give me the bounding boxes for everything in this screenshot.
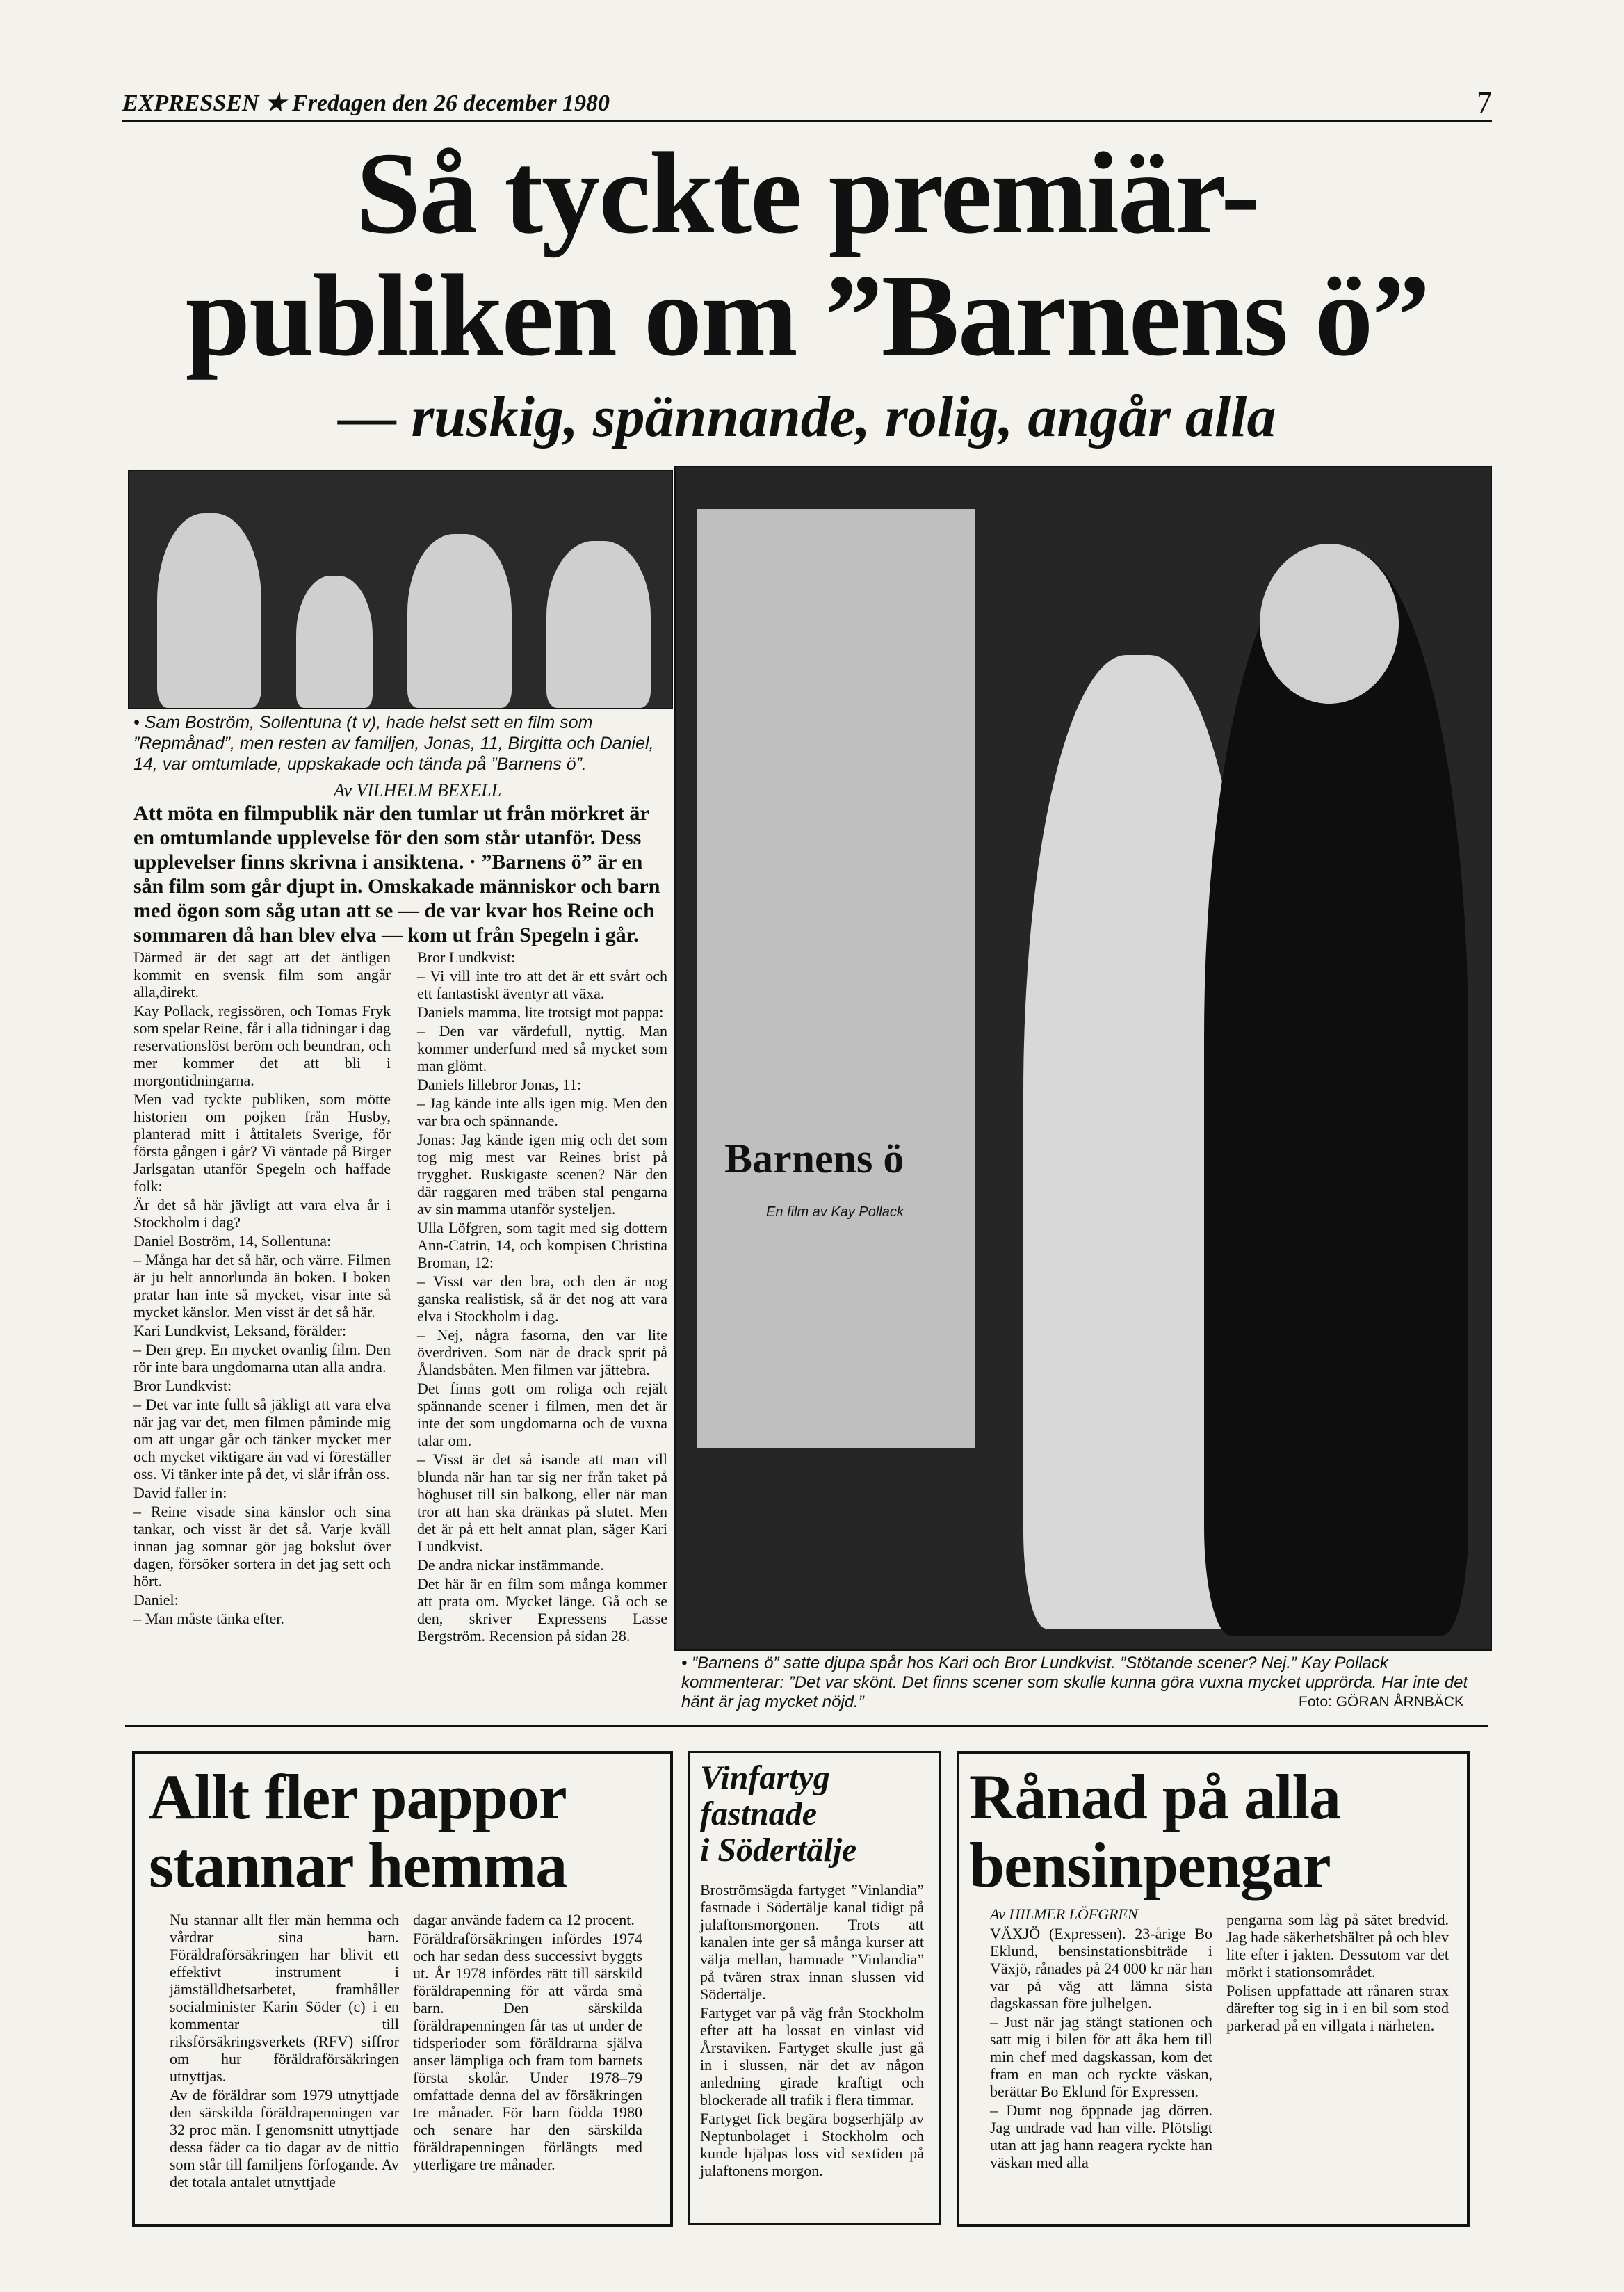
box-pappor	[132, 1751, 673, 2227]
paragraph: Daniels mamma, lite trotsigt mot pappa:	[417, 1003, 664, 1021]
photo-figure	[157, 513, 261, 708]
photo-figure	[296, 576, 373, 708]
article-column-2	[417, 949, 667, 1646]
paragraph: – Man måste tänka efter.	[133, 1610, 284, 1627]
box3-headline-2: bensinpengar	[969, 1830, 1331, 1900]
masthead-text: EXPRESSEN ★ Fredagen den 26 december 1980	[122, 90, 610, 116]
paragraph: Ulla Löfgren, som tagit med sig dottern Ann-Catrin, 14, och kompisen Christina Broman, 12:	[417, 1219, 667, 1271]
paragraph: – Den grep. En mycket ovanlig film. Den rör inte bara ungdomarna utan alla andra.	[133, 1341, 391, 1375]
photo-figure	[1204, 551, 1468, 1636]
paragraph: dagar använde fadern ca 12 procent.	[413, 1911, 635, 1928]
box1-column-1	[170, 1911, 399, 2192]
film-poster	[697, 509, 975, 1448]
paragraph: – Jag kände inte alls igen mig. Men den var bra och spännande.	[417, 1095, 667, 1129]
paragraph: Kari Lundkvist, Leksand, förälder:	[133, 1322, 347, 1339]
paragraph: – Den var värdefull, nyttig. Man kommer underfund med så mycket som man glömt.	[417, 1022, 667, 1074]
poster-title: Barnens ö	[724, 1136, 904, 1181]
section-divider	[125, 1725, 1488, 1727]
main-headline	[122, 129, 1492, 380]
paragraph: David faller in:	[133, 1484, 227, 1501]
box2-headline-2: fastnade	[700, 1795, 817, 1832]
main-subhead: — ruskig, spännande, rolig, angår alla	[338, 385, 1276, 449]
paragraph: Polisen uppfattade att rånaren strax därefter tog sig in i en bil som stod parkerad på en villgata i närheten.	[1226, 1982, 1449, 2034]
paragraph: Därmed är det sagt att det äntligen kommit en svensk film som angår alla,direkt.	[133, 949, 391, 1001]
headline-line-1: Så tyckte premiär-	[355, 129, 1259, 258]
box2-column	[700, 1881, 924, 2181]
paragraph: Det här är en film som många kommer att prata om. Mycket länge. Gå och se den, skriver Expressens Lasse Bergström. Recension på sidan 28.	[417, 1575, 667, 1645]
paragraph: Av de föräldrar som 1979 utnyttjade den särskilda föräldrapenningen var 32 proc män. I genomsnitt utnyttjade dessa fäder ca tio dagar av de nittio som står till familjens förfogande. Av det totala antalet utnyttjade	[170, 2086, 399, 2190]
box1-column-2	[413, 1911, 642, 2174]
box3-headline-1: Rånad på alla	[969, 1761, 1341, 1832]
family-photo	[128, 470, 673, 709]
box1-headline-1: Allt fler pappor	[149, 1761, 567, 1832]
paragraph: Jonas: Jag kände igen mig och det som tog mig mest var Reines brist på trygghet. Ruskigaste scenen? När den där raggaren med träben stal pengarna av sin mamma utanför systeljen.	[417, 1131, 667, 1218]
paragraph: Bror Lundkvist:	[133, 1377, 232, 1394]
paragraph: Fartyget fick begära bogserhjälp av Neptunbolaget i Stockholm och kunde hjälpas loss vid sextiden på julaftonens morgon.	[700, 2110, 924, 2179]
box-vinfartyg	[688, 1751, 941, 2225]
photo2-caption: • ”Barnens ö” satte djupa spår hos Kari och Bror Lundkvist. ”Stötande scener? Nej.” Kay Pollack kommenterar: ”Det var skönt. Det finns scener som skulle kunna göra vuxna mycket upprörda. Har inte det hänt är jag mycket nöjd.”	[681, 1654, 1468, 1711]
box3-column-2	[1226, 1911, 1449, 2035]
article-byline: Av VILHELM BEXELL	[334, 780, 502, 800]
couple-photo	[674, 466, 1492, 1651]
paragraph: Föräldraförsäkringen infördes 1974 och har sedan dess successivt byggts ut. År 1978 infördes rätt till särskild föräldrapenning för att vårda små barn. Den särskilda föräldrapenningen får tas ut under de tidsperioder som föräldrarna själva anser lämpliga och fram tom barnets första skolår. Under 1978–79 omfattade denna del av försäkringen tre månader. För barn födda 1980 och senare har den särskilda föräldrapenningen förlängts med ytterligare tre månader.	[413, 1930, 642, 2173]
paragraph: Daniel Boström, 14, Sollentuna:	[133, 1232, 332, 1250]
page-number: 7	[1477, 86, 1492, 120]
paragraph: – Nej, några fasorna, den var lite överdriven. Som när de drack sprit på Ålandsbåten. Men filmen var jättebra.	[417, 1326, 667, 1378]
paragraph: – Dumt nog öppnade jag dörren. Jag undrade vad han ville. Plötsligt utan att jag hann reagera ryckte han väskan med alla	[990, 2101, 1212, 2171]
paragraph: Daniels lillebror Jonas, 11:	[417, 1076, 582, 1093]
box1-headline-2: stannar hemma	[149, 1830, 567, 1900]
paragraph: – Vi vill inte tro att det är ett svårt och ett fantastiskt äventyr att växa.	[417, 967, 667, 1002]
photo1-caption: • Sam Boström, Sollentuna (t v), hade helst sett en film som ”Repmånad”, men resten av familjen, Jonas, 11, Birgitta och Daniel, 14, var omtumlade, uppskakade och tända på ”Barnens ö”.	[133, 713, 654, 774]
paragraph: Broströmsägda fartyget ”Vinlandia” fastnade i Södertälje kanal tidigt på julaftonsmorgonen. Trots att kanalen inte ger så många kurser att välja mellan, hamnade ”Vinlandia” på tvären strax innan slussen vid Södertälje.	[700, 1881, 924, 2003]
box3-column-1	[990, 1925, 1212, 2172]
box2-headline-3: i Södertälje	[700, 1832, 857, 1869]
paragraph: – Visst var den bra, och den är nog ganska realistisk, så är det nog att vara elva i Stockholm i dag.	[417, 1273, 667, 1325]
article-lead: Att möta en filmpublik när den tumlar ut från mörkret är en omtumlande upplevelse för den som står utanför. Dess upplevelser finns skrivna i ansiktena. · ”Barnens ö” är en sån film som går djupt in. Omskakade människor och barn med ögon som såg utan att se — de var kvar hos Reine och sommaren då han blev elva — kom ut från Spegeln i går.	[133, 802, 660, 946]
paragraph: – Reine visade sina känslor och sina tankar, och visst är det så. Varje kväll innan jag somnar gör jag bokslut över dagen, försöker sortera in det jag sett och hört.	[133, 1503, 391, 1590]
masthead	[122, 86, 1492, 122]
paragraph: – Det var inte fullt så jäkligt att vara elva när jag var det, men filmen påminde mig om att ungar går och tänker mycket mer och mycket viktigare än vad vi föreställer oss. Vi tänker inte på det, vi slår ifrån oss.	[133, 1396, 391, 1483]
paragraph: Fartyget var på väg från Stockholm efter att ha lossat en vinlast vid Årstaviken. Fartyget skulle just gå in i slussen, när det av någon anledning girade kraftigt och blockerade all trafik i flera timmar.	[700, 2004, 924, 2108]
paragraph: Nu stannar allt fler män hemma och vårdrar sina barn. Föräldraförsäkringen har blivit ett effektivt instrument i jämställdhetsarbetet, framhåller socialminister Karin Söder (c) i en kommentar till riksförsäkringsverkets (RFV) siffror om hur föräldraförsäkringen utnyttjas.	[170, 1911, 399, 2085]
photo-figure	[546, 541, 651, 708]
box2-headline-1: Vinfartyg	[700, 1759, 830, 1796]
paragraph: Men vad tyckte publiken, som mötte historien om pojken från Husby, planterad mitt i åttitalets Sverige, för första gången i går? Vi väntade på Birger Jarlsgatan utanför Spegeln och haffade folk:	[133, 1090, 391, 1195]
photo-credit: Foto: GÖRAN ÅRNBÄCK	[1299, 1694, 1465, 1710]
paragraph: Kay Pollack, regissören, och Tomas Fryk som spelar Reine, får i alla tidningar i dag reservationslöst beröm och beundran, och mer kommer det att bli i morgontidningarna.	[133, 1002, 391, 1089]
paragraph: Daniel:	[133, 1591, 179, 1608]
poster-line: En film av Kay Pollack	[766, 1204, 904, 1220]
photo-figure	[407, 534, 512, 708]
paragraph: De andra nickar instämmande.	[417, 1556, 604, 1574]
paragraph: – Visst är det så isande att man vill blunda när han tar sig ner från taket på höghuset till sin balkong, eller när man tror att han ska dränkas på slutet. Men det är på ett helt annat plan, säger Kari Lundkvist.	[417, 1451, 667, 1555]
photo-figure	[1260, 544, 1399, 704]
paragraph: Det finns gott om roliga och rejält spännande scener i filmen, men det är inte det som ungdomarna och de vuxna talar om.	[417, 1380, 667, 1449]
article-column-1	[133, 949, 391, 1629]
paragraph: – Många har det så här, och värre. Filmen är ju helt annorlunda än boken. I boken pratar han inte så mycket, visar inte så mycket känslor. Men visst är det så här.	[133, 1251, 391, 1321]
paragraph: – Just när jag stängt stationen och satt mig i bilen för att åka hem till min chef med dagskassan, kom det fram en man och ryckte väskan, berättar Bo Eklund för Expressen.	[990, 2013, 1212, 2100]
paragraph: VÄXJÖ (Expressen). 23-årige Bo Eklund, bensinstationsbiträde i Växjö, rånades på 24 000 kr när han var på väg att lämna sista dagskassan före julhelgen.	[990, 1925, 1212, 2012]
headline-line-2: publiken om ”Barnens ö”	[185, 251, 1429, 380]
paragraph: Bror Lundkvist:	[417, 949, 516, 966]
paragraph: pengarna som låg på sätet bredvid. Jag hade säkerhetsbältet på och blev lite efter i jakten. Dessutom var det mörkt i stationsområdet.	[1226, 1911, 1449, 1980]
paragraph: Är det så här jävligt att vara elva år i Stockholm i dag?	[133, 1196, 391, 1231]
box-ranad	[957, 1751, 1470, 2227]
box3-byline: Av HILMER LÖFGREN	[990, 1905, 1138, 1923]
